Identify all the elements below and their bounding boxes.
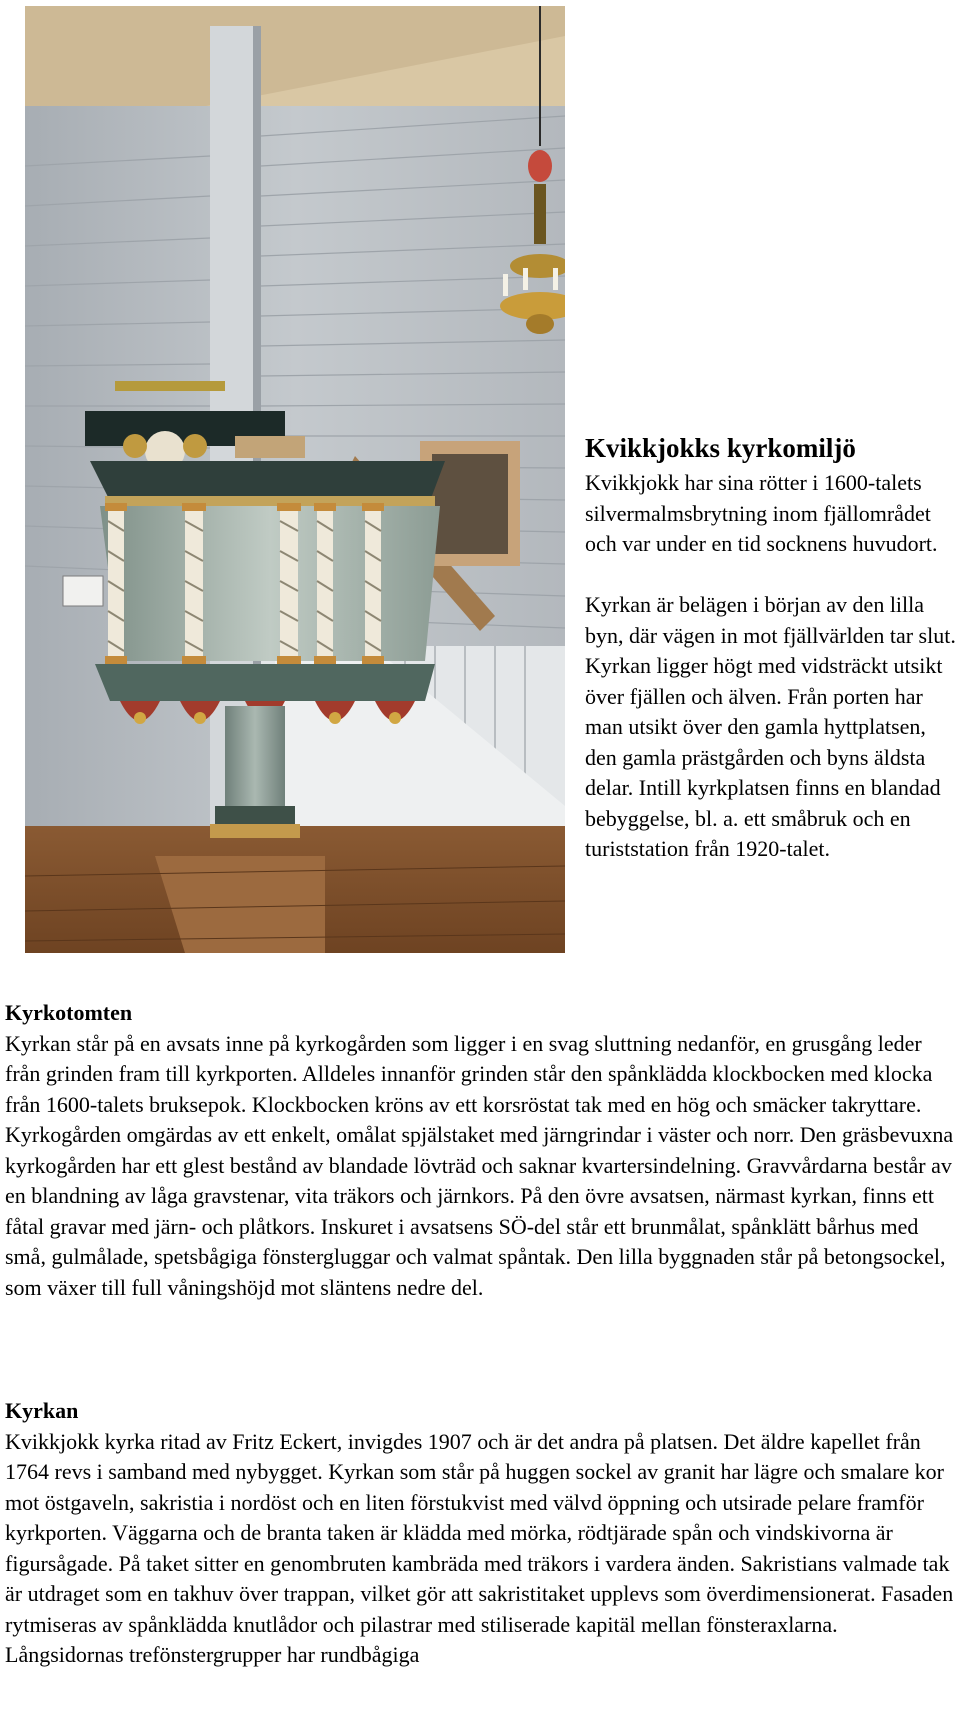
section-kyrkan	[5, 1396, 957, 1671]
section-body-kyrkotomten: Kyrkan står på en avsats inne på kyrkogården som ligger i en svag sluttning nedanför, en grusgång leder från grinden fram till kyrkporten. Alldeles innanför grinden står den spånklädda klockbocken med klocka från 1600-talets bruksepok. Klockbocken kröns av ett korsröstat tak med en hög och smäcker takryttare. Kyrkogården omgärdas av ett enkelt, omålat spjälstaket med järngrindar i väster och norr. Den gräsbevuxna kyrkogården har ett glest bestånd av blandade lövträd och saknar kvartersindelning. Gravvårdarna består av en blandning av låga gravstenar, vita träkors och järnkors. På den övre avsatsen, närmast kyrkan, finns ett fåtal gravar med järn- och plåtkors. Inskuret i avsatsens SÖ-del står ett brunmålat, spånklätt bårhus med små, gulmålade, spetsbågiga fönstergluggar och valmat spåntak. Den lilla byggnaden står på betongsockel, som växer till full våningshöjd mot släntens nedre del.	[5, 1030, 954, 1300]
intro-block	[585, 430, 957, 865]
page-title: Kvikkjokks kyrkomiljö	[585, 433, 856, 463]
section-heading-kyrkan: Kyrkan	[5, 1398, 79, 1423]
section-kyrkotomten	[5, 998, 957, 1303]
section-body-kyrkan: Kvikkjokk kyrka ritad av Fritz Eckert, invigdes 1907 och är det andra på platsen. Det äldre kapellet från 1764 revs i samband med nybygget. Kyrkan som står på huggen sockel av granit har lägre och smalare kor mot östgaveln, sakristia i nordöst och en liten förstukvist med välvd öppning och utsirade pelare framför kyrkporten. Väggarna och de branta taken är klädda med mörka, rödtjärade spån och vindskivorna är figursågade. På taket sitter en genombruten kambräda med träkors i vardera änden. Sakristians valmade tak är utdraget som en takhuv över trappan, vilket gör att sakristitaket upplevs som överdimensionerat. Fasaden rytmiseras av spånklädda knutlådor och pilastrar med stiliserade kapitäl mellan fönsteraxlarna. Långsidornas trefönstergrupper har rundbågiga	[5, 1428, 954, 1667]
pulpit-photo	[25, 6, 565, 953]
section-heading-kyrkotomten: Kyrkotomten	[5, 1000, 133, 1025]
intro-paragraph-history: Kvikkjokk har sina rötter i 1600-talets silvermalmsbrytning inom fjällområdet och var under en tid socknens huvudort.	[585, 470, 938, 556]
intro-paragraph-location: Kyrkan är belägen i början av den lilla byn, där vägen in mot fjällvärlden tar slut. Kyrkan ligger högt med vidsträckt utsikt över fjällen och älven. Från porten har man utsikt över den gamla hyttplatsen, den gamla prästgården och byns äldsta delar. Intill kyrkplatsen finns en blandad bebyggelse, bl. a. ett småbruk och en turiststation från 1920-talet.	[585, 592, 956, 861]
